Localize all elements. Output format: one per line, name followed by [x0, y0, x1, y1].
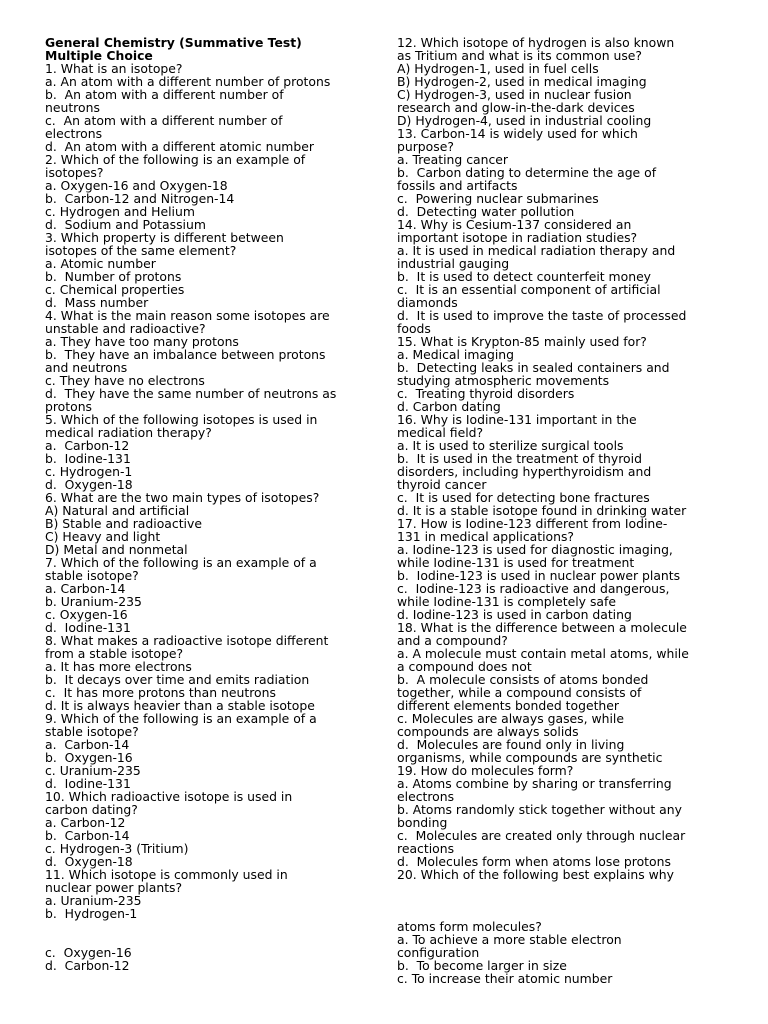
text-line: purpose?	[397, 139, 454, 154]
text-line: 131 in medical applications?	[397, 529, 574, 544]
text-line: c. It is an essential component of artificial	[397, 282, 661, 297]
text-line: configuration	[397, 945, 480, 960]
text-line: 3. Which property is different between	[45, 230, 284, 245]
text-line: a. Carbon-12	[45, 815, 126, 830]
text-line: isotopes of the same element?	[45, 243, 237, 258]
text-line: B) Stable and radioactive	[45, 516, 202, 531]
blank-line	[397, 894, 717, 907]
text-line: 12. Which isotope of hydrogen is also known	[397, 35, 675, 50]
text-line: a compound does not	[397, 659, 532, 674]
text-line: 10. Which radioactive isotope is used in	[45, 789, 293, 804]
text-line: a. Atomic number	[45, 256, 156, 271]
text-line: while Iodine-131 is used for treatment	[397, 555, 635, 570]
text-line: c. It has more protons than neutrons	[45, 685, 276, 700]
text-line: b. They have an imbalance between protons	[45, 347, 326, 362]
text-line: 16. Why is Iodine-131 important in the	[397, 412, 637, 427]
text-line: organisms, while compounds are synthetic	[397, 750, 663, 765]
text-line: while Iodine-131 is completely safe	[397, 594, 616, 609]
text-line: a. Iodine-123 is used for diagnostic imaging,	[397, 542, 673, 557]
text-line: 14. Why is Cesium-137 considered an	[397, 217, 632, 232]
text-line: neutrons	[45, 100, 100, 115]
blank-line	[45, 920, 365, 933]
document-heading: General Chemistry (Summative Test)	[45, 35, 302, 50]
text-line: 6. What are the two main types of isotopes?	[45, 490, 320, 505]
text-line: diamonds	[397, 295, 458, 310]
text-line: b. To become larger in size	[397, 958, 567, 973]
text-line: 18. What is the difference between a molecule	[397, 620, 687, 635]
text-line: C) Hydrogen-3, used in nuclear fusion	[397, 87, 632, 102]
text-line: d. Iodine-123 is used in carbon dating	[397, 607, 632, 622]
text-line: d. It is always heavier than a stable isotope	[45, 698, 315, 713]
text-line: c. Hydrogen and Helium	[45, 204, 195, 219]
text-line: d. Molecules form when atoms lose protons	[397, 854, 671, 869]
text-line: a. Uranium-235	[45, 893, 142, 908]
text-line: a. It has more electrons	[45, 659, 192, 674]
text-line: unstable and radioactive?	[45, 321, 206, 336]
text-line: b. It is used in the treatment of thyroid	[397, 451, 642, 466]
text-line: foods	[397, 321, 431, 336]
text-line: d. Sodium and Potassium	[45, 217, 206, 232]
text-line: as Tritium and what is its common use?	[397, 48, 643, 63]
left-column	[45, 36, 365, 972]
text-line: d. Molecules are found only in living	[397, 737, 625, 752]
text-line: d. Detecting water pollution	[397, 204, 575, 219]
text-line: nuclear power plants?	[45, 880, 183, 895]
text-line: important isotope in radiation studies?	[397, 230, 638, 245]
text-line: c. It is used for detecting bone fractures	[397, 490, 650, 505]
text-line: 2. Which of the following is an example of	[45, 152, 306, 167]
text-line: protons	[45, 399, 93, 414]
text-line: b. Number of protons	[45, 269, 182, 284]
text-line: d. Oxygen-18	[45, 854, 133, 869]
text-line: 11. Which isotope is commonly used in	[45, 867, 288, 882]
text-line: c. Hydrogen-1	[45, 464, 133, 479]
text-line: a. Treating cancer	[397, 152, 508, 167]
text-line: fossils and artifacts	[397, 178, 518, 193]
text-line: a. A molecule must contain metal atoms, while	[397, 646, 689, 661]
text-line: atoms form molecules?	[397, 919, 542, 934]
text-line: stable isotope?	[45, 724, 139, 739]
text-line: stable isotope?	[45, 568, 139, 583]
text-line: c. Oxygen-16	[45, 607, 128, 622]
blank-line	[397, 881, 717, 894]
text-line: d. Oxygen-18	[45, 477, 133, 492]
text-line: b. Atoms randomly stick together without any	[397, 802, 682, 817]
text-line: 8. What makes a radioactive isotope different	[45, 633, 329, 648]
text-line: D) Hydrogen-4, used in industrial cooling	[397, 113, 652, 128]
text-line: d. Mass number	[45, 295, 149, 310]
text-line: c. Oxygen-16	[45, 945, 132, 960]
text-line: 7. Which of the following is an example of a	[45, 555, 317, 570]
text-line: disorders, including hyperthyroidism and	[397, 464, 652, 479]
text-line: A) Hydrogen-1, used in fuel cells	[397, 61, 599, 76]
text-line: 9. Which of the following is an example of a	[45, 711, 317, 726]
text-line: electrons	[45, 126, 103, 141]
text-line: d. Carbon-12	[45, 958, 130, 973]
text-line: c. Chemical properties	[45, 282, 185, 297]
text-line: d. It is used to improve the taste of processed	[397, 308, 687, 323]
text-line: isotopes?	[45, 165, 104, 180]
text-line: d. An atom with a different atomic number	[45, 139, 314, 154]
text-line: b. It decays over time and emits radiation	[45, 672, 310, 687]
text-line: compounds are always solids	[397, 724, 579, 739]
text-line: a. Carbon-14	[45, 581, 126, 596]
document-heading: Multiple Choice	[45, 48, 153, 63]
text-line: b. Hydrogen-1	[45, 906, 138, 921]
text-line: 15. What is Krypton-85 mainly used for?	[397, 334, 647, 349]
text-line: and a compound?	[397, 633, 508, 648]
text-line: a. They have too many protons	[45, 334, 239, 349]
text-line: 1. What is an isotope?	[45, 61, 183, 76]
text-line: d. Carbon dating	[397, 399, 501, 414]
text-line: medical radiation therapy?	[45, 425, 212, 440]
text-line: a. It is used in medical radiation therapy and	[397, 243, 676, 258]
text-line: a. Carbon-14	[45, 737, 130, 752]
text-line: a. Medical imaging	[397, 347, 515, 362]
text-line: carbon dating?	[45, 802, 138, 817]
text-line: reactions	[397, 841, 455, 856]
text-line: research and glow-in-the-dark devices	[397, 100, 635, 115]
text-line: 4. What is the main reason some isotopes are	[45, 308, 330, 323]
text-line: c. An atom with a different number of	[45, 113, 283, 128]
text-line: d. Iodine-131	[45, 620, 131, 635]
text-line: a. Carbon-12	[45, 438, 130, 453]
text-line: a. Oxygen-16 and Oxygen-18	[45, 178, 228, 193]
text-line: 19. How do molecules form?	[397, 763, 574, 778]
text-line: c. Uranium-235	[45, 763, 141, 778]
text-line: d. It is a stable isotope found in drinking water	[397, 503, 687, 518]
text-line: b. It is used to detect counterfeit money	[397, 269, 652, 284]
text-line: from a stable isotope?	[45, 646, 184, 661]
text-line: C) Heavy and light	[45, 529, 161, 544]
text-line: c. Hydrogen-3 (Tritium)	[45, 841, 189, 856]
text-line: c. To increase their atomic number	[397, 971, 613, 986]
text-line: d. They have the same number of neutrons as	[45, 386, 337, 401]
right-column	[397, 36, 717, 985]
text-line: d. Iodine-131	[45, 776, 131, 791]
text-line: thyroid cancer	[397, 477, 487, 492]
text-line: b. Oxygen-16	[45, 750, 133, 765]
text-line: c. Powering nuclear submarines	[397, 191, 599, 206]
text-line: a. An atom with a different number of protons	[45, 74, 331, 89]
text-line: 20. Which of the following best explains why	[397, 867, 674, 882]
text-line: 17. How is Iodine-123 different from Iodine-	[397, 516, 668, 531]
text-line: together, while a compound consists of	[397, 685, 642, 700]
text-line: different elements bonded together	[397, 698, 619, 713]
text-line: b. Iodine-131	[45, 451, 131, 466]
text-line: b. Uranium-235	[45, 594, 142, 609]
text-line: c. Treating thyroid disorders	[397, 386, 575, 401]
text-line: b. Carbon dating to determine the age of	[397, 165, 657, 180]
text-line: b. Carbon-12 and Nitrogen-14	[45, 191, 235, 206]
text-line: c. They have no electrons	[45, 373, 205, 388]
text-line: b. Detecting leaks in sealed containers and	[397, 360, 670, 375]
text-line: c. Molecules are always gases, while	[397, 711, 624, 726]
text-line: b. Iodine-123 is used in nuclear power plants	[397, 568, 681, 583]
text-line: electrons	[397, 789, 455, 804]
text-line: b. An atom with a different number of	[45, 87, 284, 102]
text-line: c. Molecules are created only through nuclear	[397, 828, 686, 843]
text-line: B) Hydrogen-2, used in medical imaging	[397, 74, 647, 89]
text-line: industrial gauging	[397, 256, 510, 271]
text-line: 13. Carbon-14 is widely used for which	[397, 126, 638, 141]
text-line: 5. Which of the following isotopes is used in	[45, 412, 318, 427]
text-line: b. Carbon-14	[45, 828, 130, 843]
text-line: studying atmospheric movements	[397, 373, 610, 388]
text-line: medical field?	[397, 425, 484, 440]
text-line: D) Metal and nonmetal	[45, 542, 188, 557]
text-line: a. To achieve a more stable electron	[397, 932, 622, 947]
text-line: c. Iodine-123 is radioactive and dangerous,	[397, 581, 670, 596]
text-line: b. A molecule consists of atoms bonded	[397, 672, 649, 687]
text-line: and neutrons	[45, 360, 128, 375]
text-line: bonding	[397, 815, 448, 830]
text-line: A) Natural and artificial	[45, 503, 190, 518]
text-line: a. Atoms combine by sharing or transferring	[397, 776, 672, 791]
text-line: a. It is used to sterilize surgical tools	[397, 438, 624, 453]
